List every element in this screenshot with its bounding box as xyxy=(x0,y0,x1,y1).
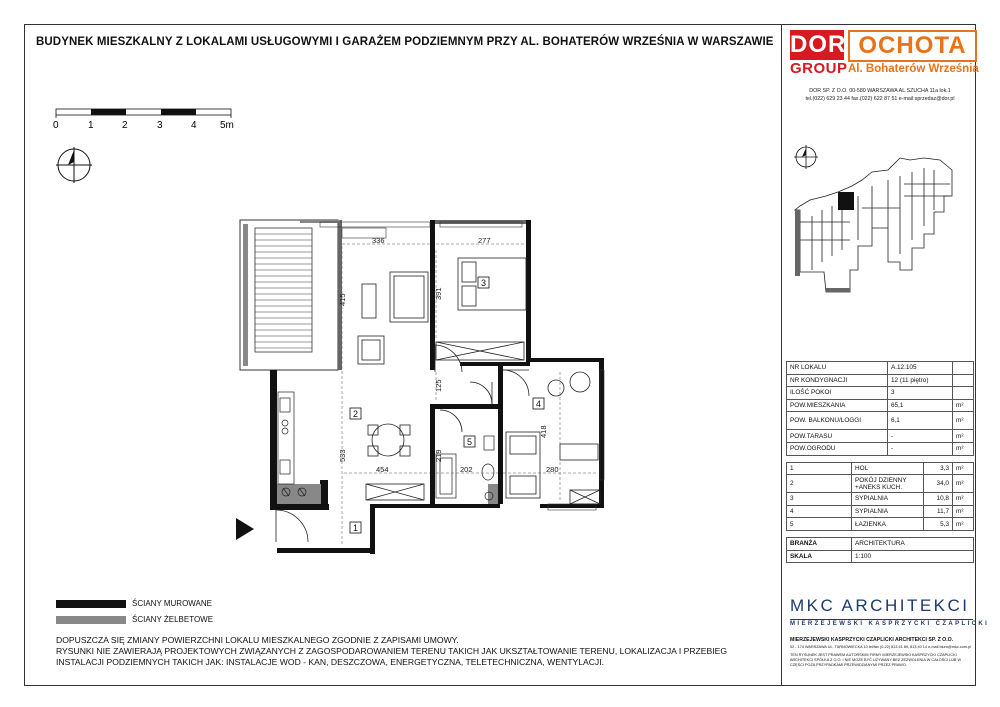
info-label-2: ILOŚĆ POKOI xyxy=(787,387,888,400)
skala-label: SKALA xyxy=(787,550,852,563)
info-unit-3: m² xyxy=(953,399,974,412)
room-row-area-1: 3,3 xyxy=(924,462,953,475)
dim-415: 415 xyxy=(338,293,347,306)
info-label-4: POW. BALKONU/LOGGI xyxy=(787,412,888,430)
room-row-name-3: SYPIALNIA xyxy=(852,493,924,506)
info-unit-6: m² xyxy=(953,442,974,455)
dim-418: 418 xyxy=(539,425,548,438)
room-row-area-4: 11,7 xyxy=(924,505,953,518)
room-number-1: 1 xyxy=(353,523,359,533)
bedroom-4-furniture xyxy=(506,372,600,504)
dim-454: 454 xyxy=(376,465,389,474)
logo-street: Al. Bohaterów Września xyxy=(848,63,979,75)
room-row-no-2: 2 xyxy=(787,475,852,493)
dim-280: 280 xyxy=(546,465,559,474)
dim-391: 391 xyxy=(434,287,443,300)
developer-address: DOR SP. Z O.O. 00-580 WARSZAWA AL.SZUCHA 11a lok.1 xyxy=(809,88,951,94)
info-value-1: 12 (11 piętro) xyxy=(887,374,952,387)
apartment-info-table xyxy=(786,361,974,563)
architect-logo: MKC ARCHITEKCI xyxy=(790,596,970,615)
info-unit-1 xyxy=(953,374,974,387)
scale-label-5: 5m xyxy=(220,120,234,131)
skala-value: 1:100 xyxy=(852,550,974,563)
room-row-unit-1: m² xyxy=(953,462,974,475)
key-plan xyxy=(795,158,952,292)
room-row-no-4: 4 xyxy=(787,505,852,518)
room-row-name-1: HOL xyxy=(852,462,924,475)
architect-block xyxy=(790,596,990,668)
room-row-area-2: 34,0 xyxy=(924,475,953,493)
architect-subtitle: MIERZEJEWSKI KASPRZYCKI CZAPLICKI xyxy=(790,621,990,627)
architect-legal-note: TEN RYSUNEK JEST PRAWEM AUTORSKIM FIRMY MIERZEJEWSKI KASPRZYCKI CZAPLICKI ARCHITEKCI SPÓŁKA Z O.O. I NIE MOŻE BYĆ UŻYWANY BEZ ZEZWOLENIA W CAŁOŚCI LUB W CZĘŚCI POZA PRZYPADKAMI PRZEWIDZIANYMI PRZEZ PRAWO. xyxy=(790,653,962,667)
dim-336: 336 xyxy=(372,236,385,245)
room-row-unit-4: m² xyxy=(953,505,974,518)
room-number-5: 5 xyxy=(467,437,473,447)
legend-swatch-masonry xyxy=(56,600,126,608)
table-spacer xyxy=(787,455,974,462)
note-line-1: DOPUSZCZA SIĘ ZMIANY POWIERZCHNI LOKALU MIESZKALNEGO ZGODNIE Z ZAPISAMI UMOWY. xyxy=(56,635,459,645)
branza-label: BRANŻA xyxy=(787,537,852,550)
room-number-4: 4 xyxy=(536,399,542,409)
developer-phone: tel.(022) 629 23 44 fax.(022) 622 87 51 e-mail:sprzedaz@dor.pl xyxy=(805,95,955,102)
dim-125: 125 xyxy=(434,379,443,392)
legend-label-masonry: ŚCIANY MUROWANE xyxy=(132,599,213,608)
room-number-3: 3 xyxy=(481,278,487,288)
legend-label-concrete: ŚCIANY ŻELBETOWE xyxy=(132,615,214,624)
scale-label-2: 2 xyxy=(122,120,128,131)
living-room-furniture xyxy=(358,272,428,500)
room-row-unit-2: m² xyxy=(953,475,974,493)
architect-company: MIERZEJEWSKI KASPRZYCKI CZAPLICKI ARCHITEKCI SP. Z O.O. xyxy=(790,637,954,643)
logo-group: GROUP xyxy=(790,60,848,77)
dim-533: 533 xyxy=(338,449,347,462)
room-row-unit-5: m² xyxy=(953,518,974,531)
logo-ochota: OCHOTA xyxy=(848,30,977,62)
room-row-no-5: 5 xyxy=(787,518,852,531)
room-row-area-5: 5,3 xyxy=(924,518,953,531)
info-label-5: POW.TARASU xyxy=(787,430,888,443)
info-label-1: NR KONDYGNACJI xyxy=(787,374,888,387)
architect-address: 02 - 174 WARSZAWA UL. TARNOWIECKA 10 tel/fax (0-22) 813 41 89, 813 40 14 e-mail biuro@mkc.com.pl xyxy=(790,645,971,649)
info-unit-2 xyxy=(953,387,974,400)
info-value-4: 6,1 xyxy=(887,412,952,430)
info-label-0: NR LOKALU xyxy=(787,362,888,375)
info-value-6: - xyxy=(887,442,952,455)
info-unit-0 xyxy=(953,362,974,375)
sheet-title: BUDYNEK MIESZKALNY Z LOKALAMI USŁUGOWYMI I GARAŻEM PODZIEMNYM PRZY AL. BOHATERÓW WRZEŚNIA W WARSZAWIE xyxy=(36,36,774,48)
info-value-0: A.12.105 xyxy=(887,362,952,375)
info-value-5: - xyxy=(887,430,952,443)
table-spacer-2 xyxy=(787,530,974,537)
logo-dor: DOR xyxy=(790,31,847,58)
scale-label-1: 1 xyxy=(88,120,94,131)
room-row-no-3: 3 xyxy=(787,493,852,506)
room-row-name-2: POKÓJ DZIENNY +ANEKS KUCH. xyxy=(852,475,924,493)
entrance-arrow-icon xyxy=(236,518,254,540)
room-row-name-5: ŁAZIENKA xyxy=(852,518,924,531)
architect-logo-rule xyxy=(790,619,973,620)
dim-277: 277 xyxy=(478,236,491,245)
doors xyxy=(276,345,529,542)
dim-219: 219 xyxy=(434,449,443,462)
info-value-3: 65,1 xyxy=(887,399,952,412)
scale-label-3: 3 xyxy=(157,120,163,131)
north-arrow-small-icon xyxy=(794,145,818,169)
note-line-3: INSTALACJI PODZIEMNYCH TAKICH JAK: INSTALACJE WOD - KAN, DESZCZOWA, ENERGETYCZNA, TELETECHNICZNA, WENTYLACJI. xyxy=(56,657,604,667)
room-row-unit-3: m² xyxy=(953,493,974,506)
room-row-area-3: 10,8 xyxy=(924,493,953,506)
note-line-2: RYSUNKI NIE ZAWIERAJĄ PROJEKTOWYCH ZWIĄZANYCH Z ZAGOSPODAROWANIEM TERENU TAKICH JAK UKSZTAŁTOWANIE TERENU, LOKALIZACJA I PRZEBIEG xyxy=(56,646,728,656)
info-label-3: POW.MIESZKANIA xyxy=(787,399,888,412)
info-label-6: POW.OGRODU xyxy=(787,442,888,455)
info-value-2: 3 xyxy=(887,387,952,400)
scale-label-0: 0 xyxy=(53,120,59,131)
kitchen-units xyxy=(278,392,306,496)
info-unit-4: m² xyxy=(953,412,974,430)
north-arrow-icon xyxy=(56,147,92,183)
drawing-notes xyxy=(56,635,727,668)
scale-bar xyxy=(53,109,234,131)
dim-202: 202 xyxy=(460,465,473,474)
room-row-no-1: 1 xyxy=(787,462,852,475)
room-row-name-4: SYPIALNIA xyxy=(852,505,924,518)
apartment-plan xyxy=(236,220,604,554)
scale-label-4: 4 xyxy=(191,120,197,131)
legend-swatch-concrete xyxy=(56,616,126,624)
branza-value: ARCHITEKTURA xyxy=(852,537,974,550)
dimension-labels xyxy=(338,236,559,474)
room-number-2: 2 xyxy=(353,409,359,419)
balcony xyxy=(240,220,338,370)
info-unit-5: m² xyxy=(953,430,974,443)
bedroom-3-furniture xyxy=(436,258,526,360)
